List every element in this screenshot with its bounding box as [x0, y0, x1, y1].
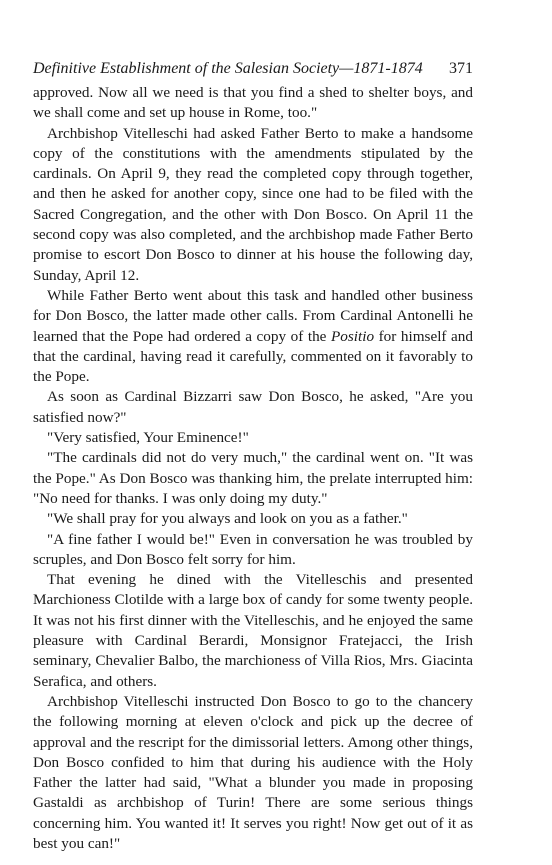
paragraph-7	[33, 509, 473, 529]
running-header	[33, 60, 473, 78]
paragraph-6-text: "The cardinals did not do very much," the cardinal went on. "It was the Pope." As Don Bosco was thanking him, the prelate interrupted him: "No need for thanks. I was only doing my duty."	[33, 449, 473, 507]
paragraph-5-text: "Very satisfied, Your Eminence!"	[47, 429, 249, 447]
paragraph-7-text: "We shall pray for you always and look on you as a father."	[47, 510, 408, 528]
paragraph-8-text: "A fine father I would be!" Even in conversation he was troubled by scruples, and Don Bosco felt sorry for him.	[33, 530, 473, 568]
paragraph-9-text: That evening he dined with the Vitelleschis and presented Marchioness Clotilde with a large box of candy for some twenty people. It was not his first dinner with the Vitelleschis, and he enjoyed the same pleasure with Cardinal Berardi, Monsignor Fratejacci, the Irish seminary, Chevalier Balbo, the marchioness of Villa Rios, Mrs. Giacinta Serafica, and others.	[33, 571, 473, 690]
positio-italic: Positio	[331, 327, 375, 345]
paragraph-6	[33, 448, 473, 509]
paragraph-8	[33, 530, 473, 571]
paragraph-3-text-after: for himself and that the cardinal, having read it carefully, commented on it favorably to the Pope.	[33, 327, 473, 386]
paragraph-2-text: Archbishop Vitelleschi had asked Father Berto to make a handsome copy of the constitutions with the amendments stipulated by the cardinals. On April 9, they read the completed copy through together, and then he asked for another copy, since one had to be filed with the Sacred Congregation, and the other with Don Bosco. On April 11 the second copy was also completed, and the archbishop made Father Berto promise to escort Don Bosco to dinner at his house the following day, Sunday, April 12.	[33, 124, 473, 284]
paragraph-4-text: As soon as Cardinal Bizzarri saw Don Bosco, he asked, "Are you satisfied now?"	[33, 388, 473, 426]
paragraph-3-text-before: While Father Berto went about this task and handled other business for Don Bosco, the latter made other calls. From Cardinal Antonelli he learned that the Pope had ordered a copy of the	[33, 286, 473, 345]
paragraph-5	[33, 428, 473, 448]
paragraph-1-text: approved. Now all we need is that you find a shed to shelter boys, and we shall come and set up house in Rome, too."	[33, 84, 473, 122]
chapter-title: Definitive Establishment of the Salesian Society—1871-1874	[33, 60, 423, 77]
body-text	[33, 83, 473, 854]
paragraph-4	[33, 387, 473, 428]
paragraph-2	[33, 124, 473, 286]
paragraph-1	[33, 83, 473, 124]
paragraph-10-text: Archbishop Vitelleschi instructed Don Bosco to go to the chancery the following morning at eleven o'clock and pick up the decree of approval and the rescript for the dimissorial letters. Among other things, Don Bosco confided to him that during his audience with the Holy Father the latter had said, "What a blunder you made in proposing Gastaldi as archbishop of Turin! There are some serious things concerning him. You wanted it! It serves you right! Now get out of it as best you can!"	[33, 692, 473, 852]
paragraph-10	[33, 692, 473, 854]
paragraph-9	[33, 570, 473, 692]
paragraph-3	[33, 286, 473, 387]
page-number: 371	[449, 60, 473, 77]
